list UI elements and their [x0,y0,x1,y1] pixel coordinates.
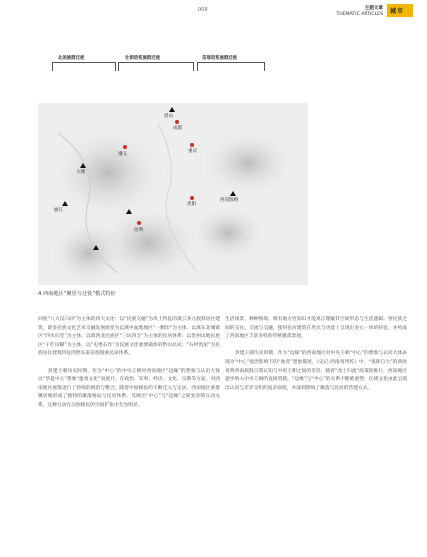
paragraph: 封建王朝历史时期，作为“中心”的中央王朝对西南地区“边缘”的想象与认识大体以“华夏中心”想象“蛮夷文化”而展开，在政治、军事、经济、文化、宗教等方面，对西南地区族群进行了持续的统治与整合，随着中原移民的不断迁入与定居，西南地区族群聚居地形成了独特的聚落格局与民居体系，反映出“中心”与“边缘”之间复杂的互动关系，这种互动在汉族移民的空间扩张中尤为明显。 [38,368,220,408]
southwest-map [38,103,308,285]
column-title: 主题文章 [364,6,383,11]
city-label-xishuangbanna: 西双版纳 [220,198,239,203]
city-dot [190,143,194,147]
paragraph: 回族“八大汉六回”为主体的四大文化：以“民族交融”为风土特征的滇云多元族群居住建筑，即多民族文化艺术交融发展演变为以滇中盆地地区“一颗印”为主体、以滇东北城镇区“四水归堂”为主体、以滇西北民族区“三坊四合”为主体的民居体系：以贵州山地民族区“干栏吊脚”为主体，以“屯堡石作”为民族文化重要载体的黔山民居；“石材筑屋”为民族居住建筑特征的黔东南苗族侗族民居体系。 [38,317,220,357]
bracket-label-2: 壮侗语系族群迁徙 [125,56,161,61]
city-label-dali: 大理 [76,170,86,175]
text-column-right [225,316,407,402]
city-label-meishan: 眉山 [164,114,174,119]
bracket-label-3: 苗瑶语系族群迁徙 [202,56,238,61]
text-column-left [38,316,220,419]
bracket-3 [197,62,265,71]
city-dot [190,196,194,200]
city-label-guiyang: 贵阳 [187,202,197,207]
magazine-logo [387,4,413,17]
bracket-label-1: 北美族群迁徙 [58,56,85,61]
figure-caption: 4 西南地区“聚居与迁徙”模式特征 [38,291,116,297]
logo-text: 城市 [390,8,405,15]
page-number: 009 [198,7,208,13]
column-title-en: THEMATIC ARTICLES [336,12,383,17]
city-dot [123,145,127,149]
mountain-marker [126,209,132,214]
paragraph: 封建王朝历史时期，作为“边缘”的西南地区对中央王朝“中心”的想象与认同大体表现为“中心”观念影响下的“他者”想象描述，《史记·西南夷列传》中，“夜郎自大”的典故说明西南族群自我认知与中原王朝之间的差异，随着“改土归流”政策的推行，西南地区逐步纳入中央王朝的直接管辖，“边缘”与“中心”的关系不断被重塑，区域文化由此呈现出认同与差异交织的复杂面貌，并深刻影响了聚落与民居的营建方式。 [225,351,407,391]
city-dot [137,221,141,225]
bracket-1 [52,62,116,71]
city-label-chengdu: 成都 [173,126,183,131]
city-label-zunyi: 遵义 [118,152,128,157]
city-label-kunming: 昆明 [134,228,144,233]
mountain-marker [169,107,175,112]
running-header [337,6,384,18]
mountain-marker [80,163,86,168]
city-label-chongqing: 重庆 [188,149,198,154]
bracket-2 [118,62,194,71]
mountain-marker [62,201,68,206]
mountain-marker [230,191,236,196]
city-dot [175,120,179,124]
city-label-lijiang: 丽江 [54,208,64,213]
paragraph: 生活场景、种种情境，唯有地方性知识才能真正理解其空间形态与生活逻辑。各民族之间的交往、交流与交融，使得民居建筑在形式与功能上呈现出多元一体的特征，并构成了西南地区丰富多样的传统聚落景观。 [225,317,407,340]
mountain-marker [93,245,99,250]
